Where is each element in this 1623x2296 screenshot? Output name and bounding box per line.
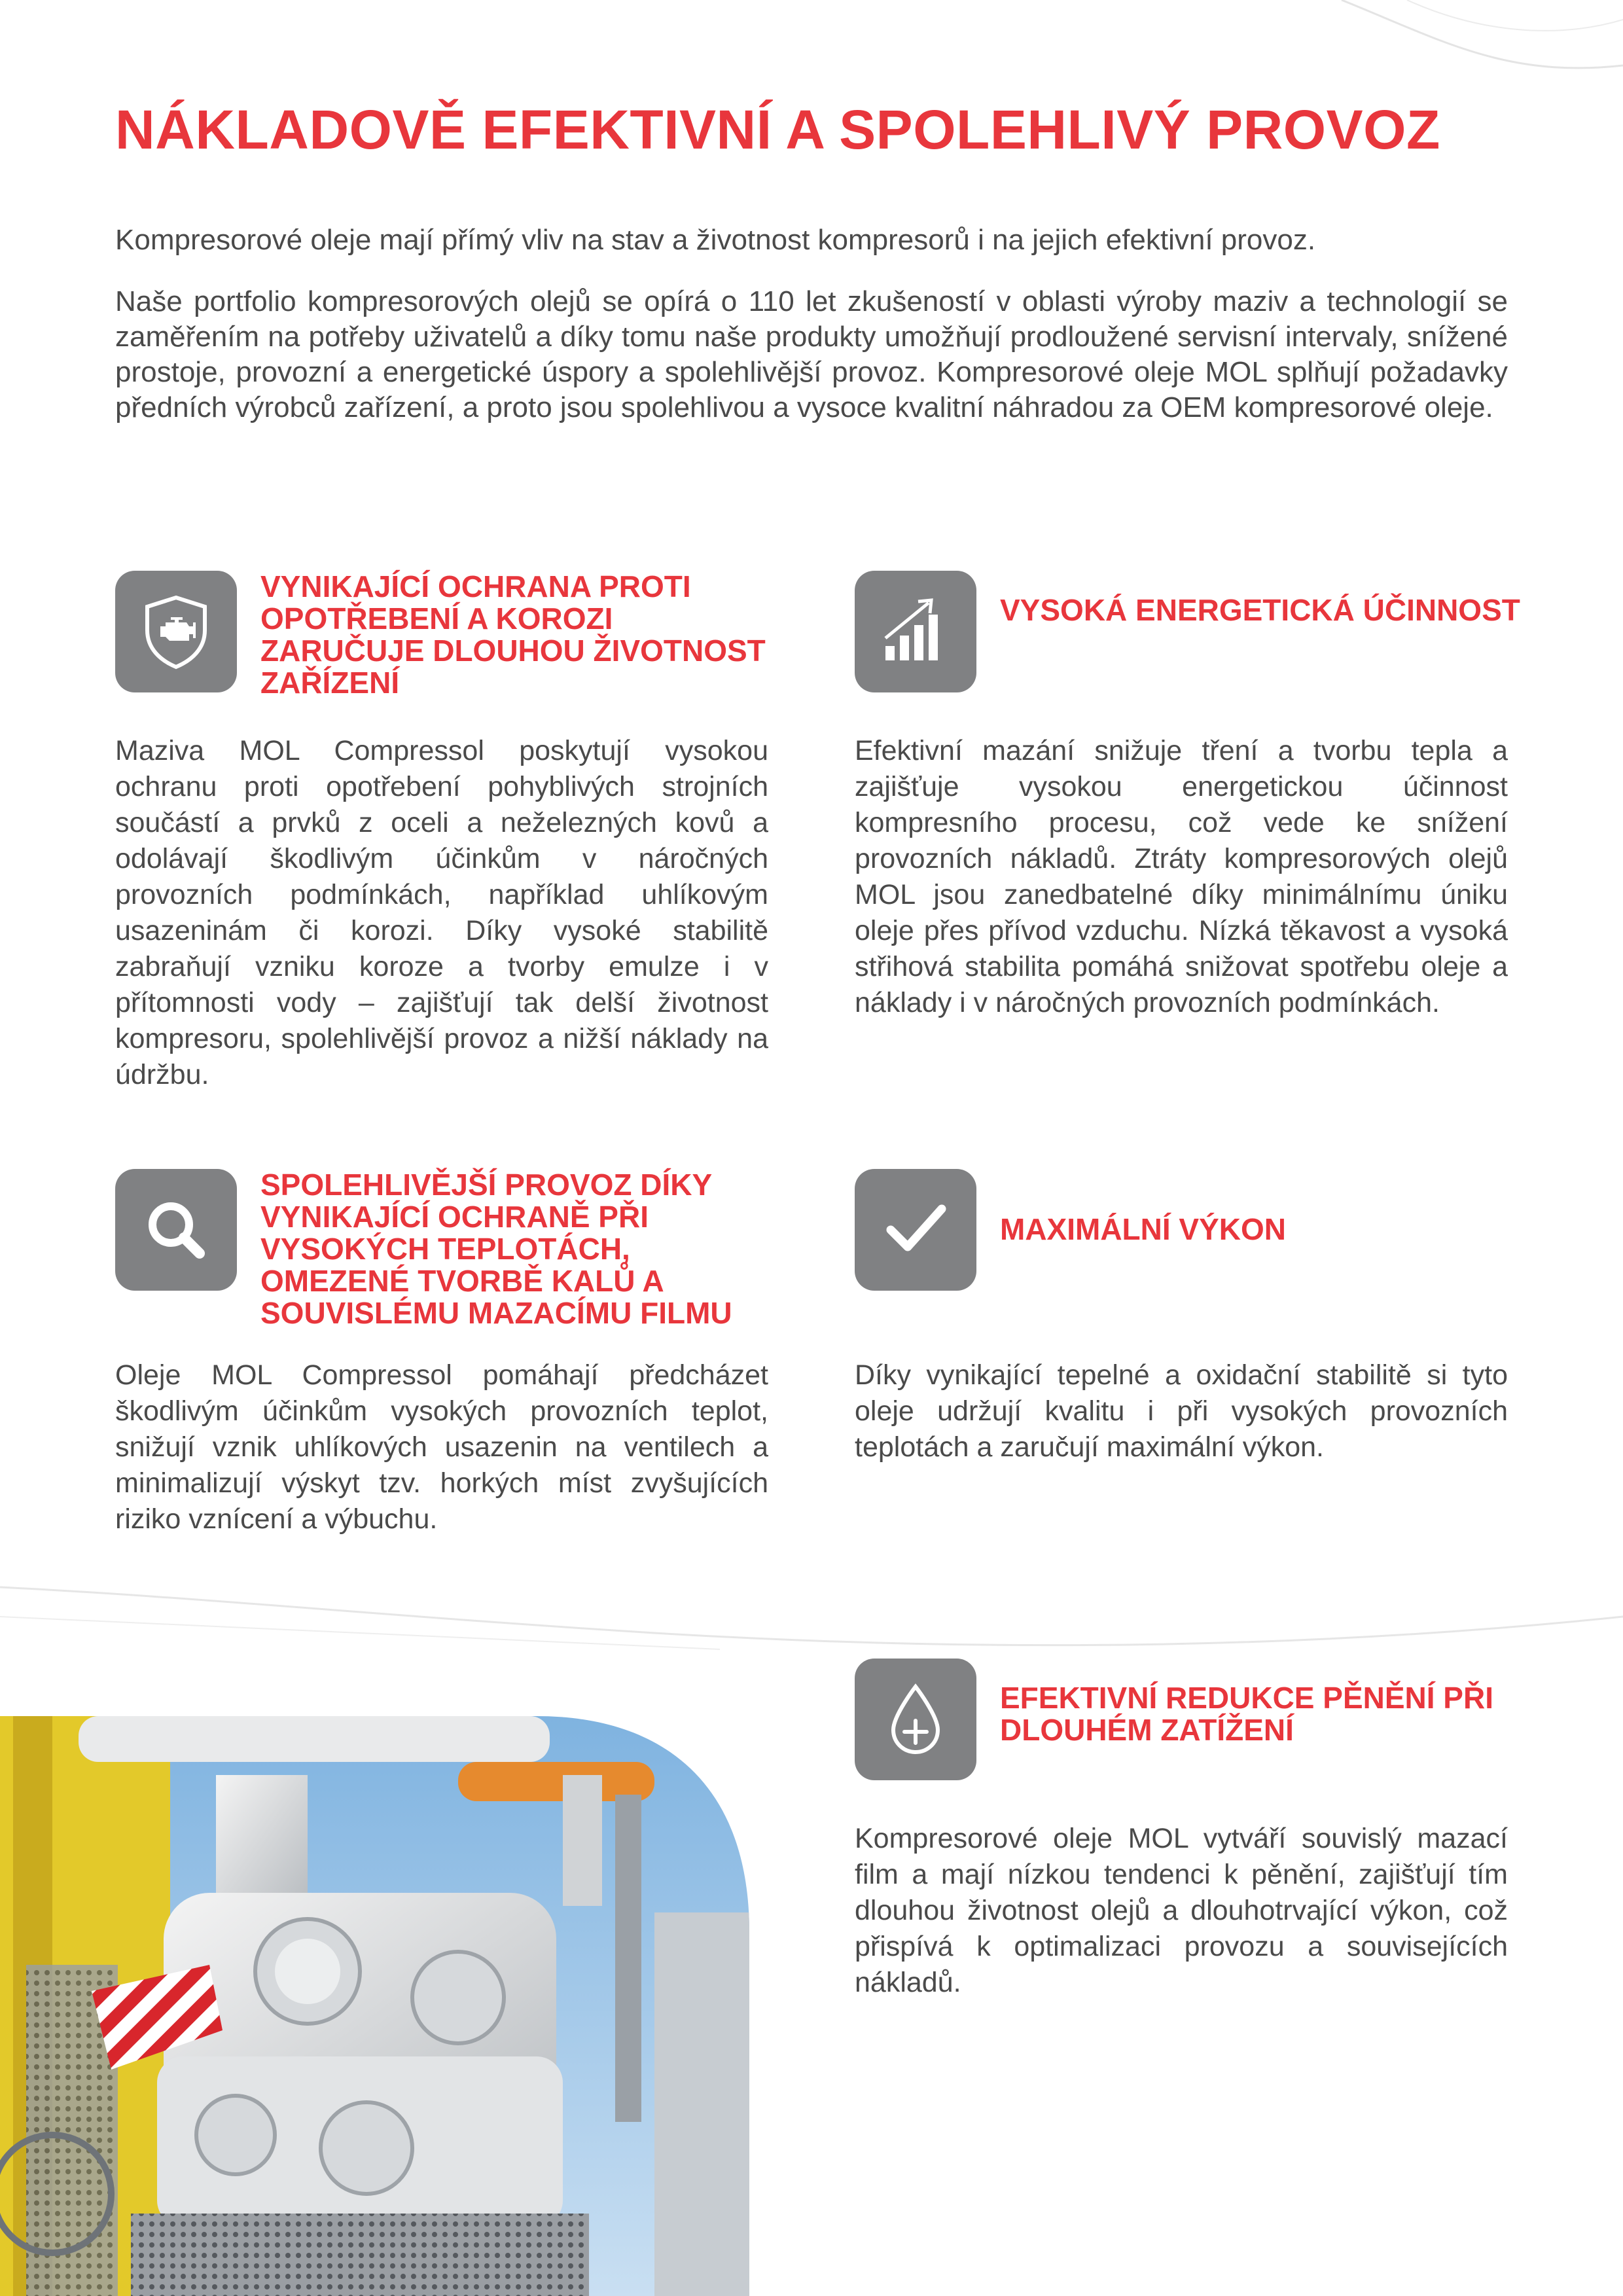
intro-paragraph-2: Naše portfolio kompresorových olejů se opírá o 110 let zkušeností v oblasti výroby maziv a technologií se zaměřením na potřeby uživatelů a díky tomu naše produkty umožňují prodloužené servisní intervaly, snížené prostoje, provozní a energetické úspory a spolehlivější provoz. Kompresorové oleje MOL splňují požadavky předních výrobců zařízení, a proto jsou spolehlivou a vysoce kvalitní náhradou za OEM kompresorové oleje. [115, 285, 1508, 423]
feature-foam-body: Kompresorové oleje MOL vytváří souvislý mazací film a mají nízkou tendenci k pěnění, zajišťují tím dlouhou životnost olejů a dlouhotrvající výkon, což přispívá k optimalizaci provozu a souvisejících nákladů. [855, 1823, 1508, 1998]
feature-protection-body: Maziva MOL Compressol poskytují vysokou ochranu proti opotřebení pohyblivých strojních součástí a prvků z oceli a neželezných kovů a odolávají škodlivým účinkům v náročných provozních podmínkách, například uhlíkovým usazeninám či korozi. Díky vysoké stabilitě zabraňují vzniku koroze a tvorby emulze i v přítomnosti vody – zajišťují tak delší životnost kompresoru, spolehlivější provoz a nižší náklady na údržbu. [115, 735, 768, 1090]
oil-drop-plus-icon [855, 1659, 976, 1780]
feature-performance-title: MAXIMÁLNÍ VÝKON [1000, 1212, 1286, 1246]
feature-performance-body: Díky vynikající tepelné a oxidační stabilitě si tyto oleje udržují kvalitu i při vysokých provozních teplotách a zaručují maximální výkon. [855, 1359, 1508, 1463]
feature-energy-body: Efektivní mazání snižuje tření a tvorbu tepla a zajišťuje vysokou energetickou účinnost kompresního procesu, což vede ke snížení provozních nákladů. Ztráty kompresorových olejů MOL jsou zanedbatelné díky minimálnímu úniku oleje přes přívod vzduchu. Nízká těkavost a vysoká střihová stabilita pomáhá snižovat spotřebu oleje a náklady i v náročných provozních podmínkách. [855, 735, 1508, 1018]
engine-shield-icon [115, 571, 237, 692]
bar-chart-growth-icon [855, 571, 976, 692]
feature-reliability-body: Oleje MOL Compressol pomáhají předcházet škodlivým účinkům vysokých provozních teplot, snižují vznik uhlíkových usazenin na ventilech a minimalizují výskyt tzv. horkých míst zvyšujících riziko vznícení a výbuchu. [115, 1359, 768, 1535]
feature-foam-title: EFEKTIVNÍ REDUKCE PĚNĚNÍ PŘI DLOUHÉM ZATÍŽENÍ [1000, 1681, 1493, 1747]
magnifier-icon [115, 1169, 237, 1291]
compressor-photo [0, 1716, 749, 2296]
feature-reliability-title: SPOLEHLIVĚJŠÍ PROVOZ DÍKY VYNIKAJÍCÍ OCHRANĚ PŘI VYSOKÝCH TEPLOTÁCH, OMEZENÉ TVORBĚ KALŮ A SOUVISLÉMU MAZACÍMU FILMU [260, 1168, 732, 1330]
checkmark-icon [855, 1169, 976, 1291]
feature-protection-title: VYNIKAJÍCÍ OCHRANA PROTI OPOTŘEBENÍ A KOROZI ZARUČUJE DLOUHOU ŽIVOTNOST ZAŘÍZENÍ [260, 569, 766, 700]
feature-energy-title: VYSOKÁ ENERGETICKÁ ÚČINNOST [1000, 593, 1520, 627]
page-title: NÁKLADOVĚ EFEKTIVNÍ A SPOLEHLIVÝ PROVOZ [115, 99, 1440, 160]
intro-paragraph-1: Kompresorové oleje mají přímý vliv na stav a životnost kompresorů i na jejich efektivní provoz. [115, 224, 1316, 256]
